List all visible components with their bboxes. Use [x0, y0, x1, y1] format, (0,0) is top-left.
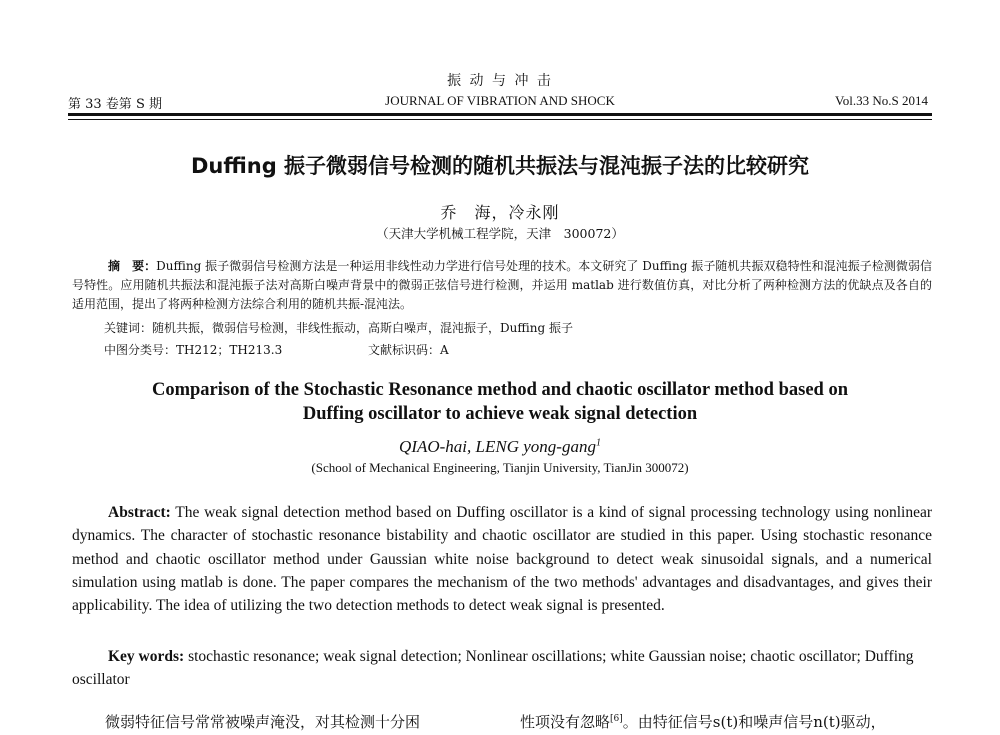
abstract-cn-text: Duffing 振子微弱信号检测方法是一种运用非线性动力学进行信号处理的技术。本文研究了 Duffing 振子随机共振双稳特性和混沌振子检测微弱信号特性。应用随机共振法和混沌振子法对高斯白噪声背景中的微弱正弦信号进行检测，并运用 matlab 进行数值仿真，对比分析了两种检测方法的优缺点及各自的适用范围，提出了将两种检测方法综合利用的随机共振-混沌法。: [72, 259, 932, 311]
paper-title-en-line1: Comparison of the Stochastic Resonance method and chaotic oscillator method based on: [152, 380, 848, 400]
affiliation-cn: （天津大学机械工程学院，天津 300072）: [376, 226, 624, 241]
abstract-cn: [72, 257, 932, 314]
header-rule-thick: [68, 113, 932, 116]
paper-title-en-line2: Duffing oscillator to achieve weak signal detection: [302, 404, 698, 424]
paper-title-cn: Duffing 振子微弱信号检测的随机共振法与混沌振子法的比较研究: [190, 154, 810, 178]
document-code-cn-text: A: [440, 343, 449, 357]
running-header-volume-cn: 第 33 卷第 S 期: [68, 97, 162, 112]
header-rule-thin: [68, 119, 932, 120]
citation-ref: [6]: [610, 714, 623, 724]
abstract-en-paragraph: [72, 501, 932, 617]
keywords-cn-label: 关键词：: [104, 321, 153, 335]
body-right-text: 性项没有忽略: [520, 713, 611, 731]
document-code-cn-label: 文献标识码：: [368, 343, 441, 357]
abstract-en-label: Abstract:: [108, 504, 171, 521]
classification-cn: [104, 341, 282, 358]
authors-cn: 乔 海，冷永刚: [440, 203, 560, 222]
paper-title-en: [60, 378, 940, 426]
running-header-volume-en: Vol.33 No.S 2014: [835, 93, 928, 108]
authors-en: [0, 437, 1000, 457]
keywords-cn: [104, 319, 934, 336]
affiliation-en: (School of Mechanical Engineering, Tianjin University, TianJin 300072): [311, 460, 689, 475]
keywords-cn-text: 随机共振，微弱信号检测，非线性振动，高斯白噪声，混沌振子，Duffing 振子: [152, 321, 573, 335]
abstract-cn-label: 摘 要：: [108, 259, 157, 273]
authors-en-text: QIAO-hai, LENG yong-gang: [399, 437, 596, 456]
keywords-en: [72, 645, 932, 691]
keywords-en-label: Key words:: [108, 648, 185, 665]
abstract-en: [72, 501, 932, 617]
body-text-right-column: [520, 711, 886, 732]
running-header-journal-en: JOURNAL OF VIBRATION AND SHOCK: [385, 93, 615, 108]
authors-en-sup: 1: [595, 437, 601, 449]
document-code-cn: [368, 341, 449, 358]
body-right-cont: 。由特征信号s(t)和噪声信号n(t)驱动，: [622, 713, 886, 731]
abstract-en-text: The weak signal detection method based on Duffing oscillator is a kind of signal processing technology using nonlinear dynamics. The character of stochastic resonance bistability and chaotic oscillator are studied in this paper. Using stochastic resonance method and chaotic oscillator method under Gaussian white noise background to detect weak sinusoidal signals, and a numerical simulation using matlab is done. The paper compares the mechanism of the two methods' advantages and disadvantages, and gives their applicability. The idea of utilizing the two detection methods to detect weak signal is presented.: [72, 504, 932, 615]
body-text-left-column: 微弱特征信号常常被噪声淹没，对其检测十分困: [105, 713, 421, 731]
classification-cn-text: TH212；TH213.3: [176, 343, 283, 357]
keywords-en-text: stochastic resonance; weak signal detection; Nonlinear oscillations; white Gaussian noise; chaotic oscillator; Duffing oscillator: [72, 648, 914, 688]
running-header-journal-cn: 振 动 与 冲 击: [447, 73, 553, 89]
classification-cn-label: 中图分类号：: [104, 343, 177, 357]
abstract-cn-paragraph: [72, 257, 932, 314]
